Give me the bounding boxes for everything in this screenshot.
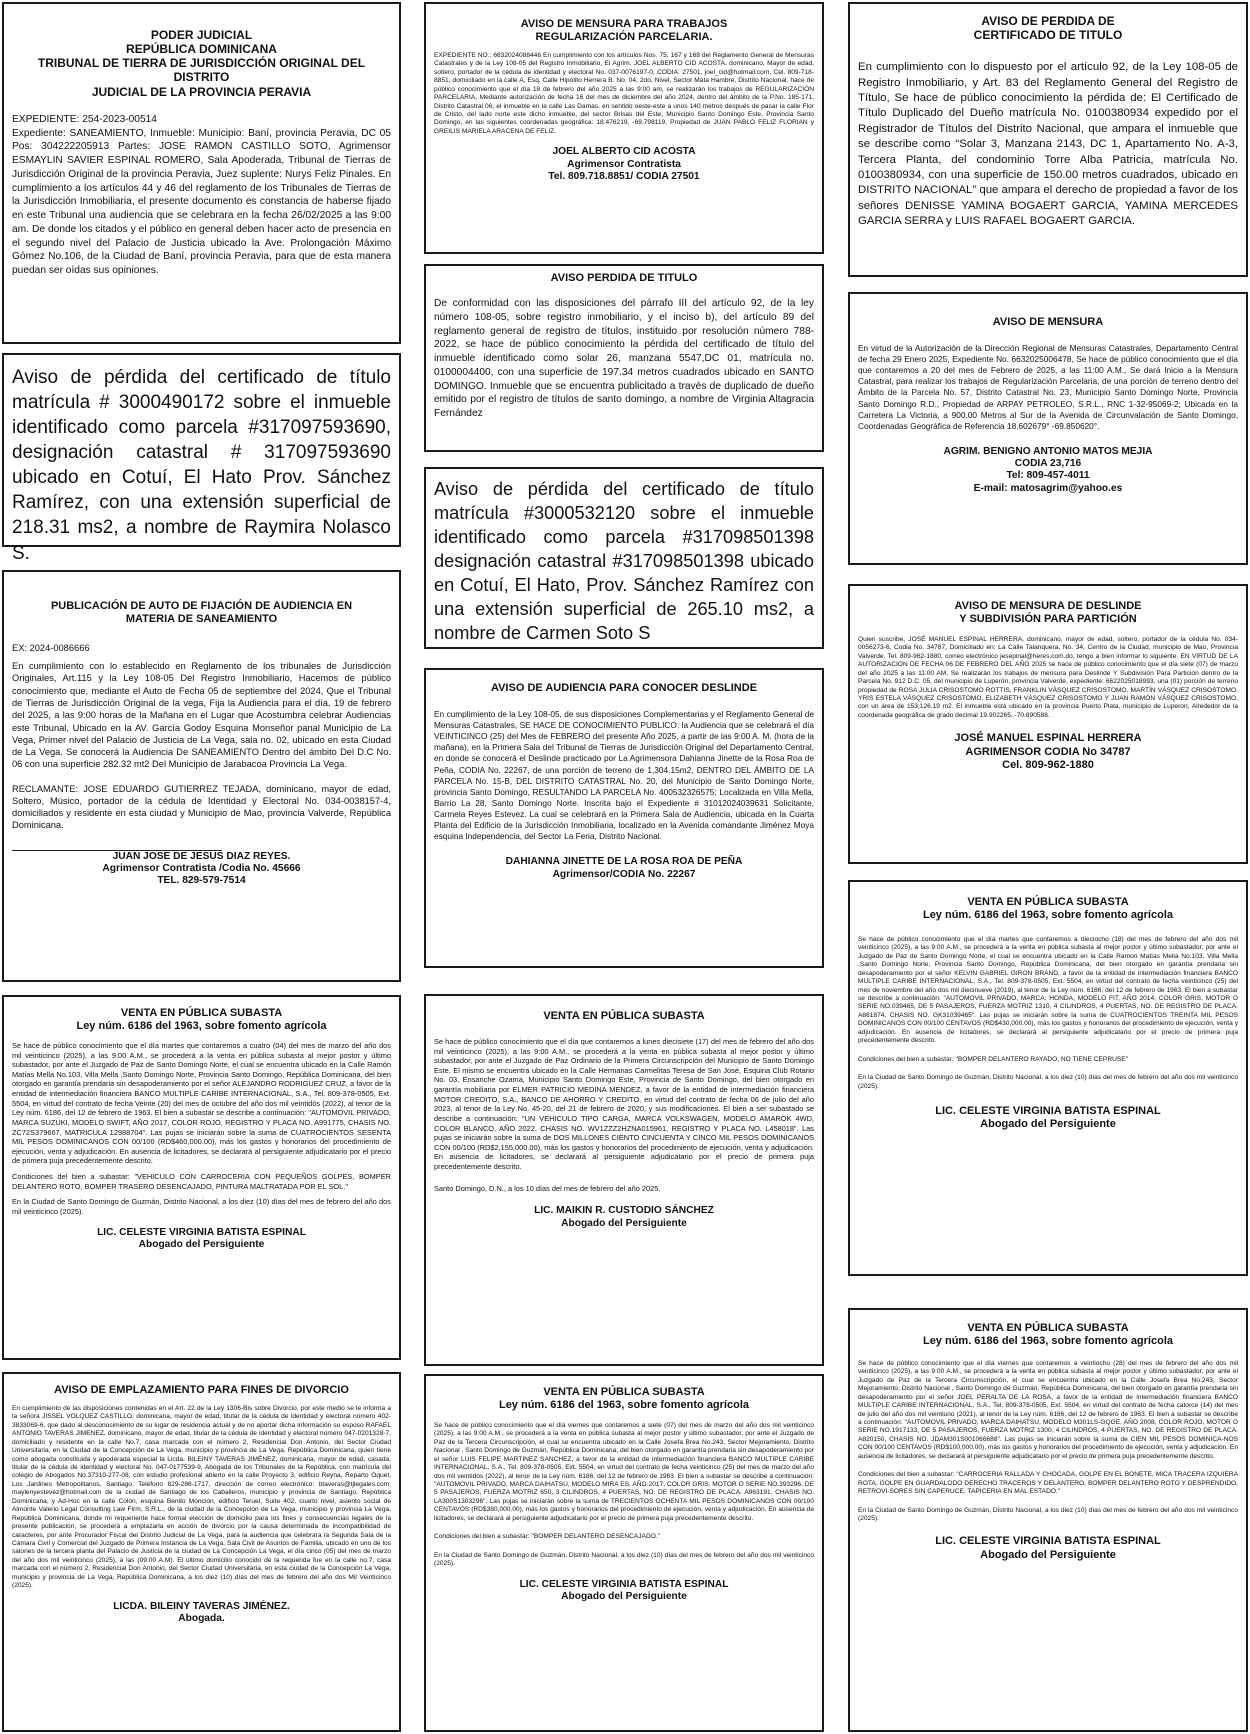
signature-title: Abogado del Persiguiente xyxy=(980,1118,1116,1131)
condiciones-text: Condiciones del bien a subastar: "CARROCERIA RALLADA Y CHOCADA, GOLPE EN EL BONETE, MICA TRACERA IZQUIERA ROTA, GOLPE EN GUARDALODO DERECHO TRACEROS Y DELANTERO, BOMPER DELANTERO ROTO Y DESPRENDIDO, RETROVI-SORES SIN CAPERUCE, TAPICERIA EN MAL ESTADO." xyxy=(858,1471,1238,1496)
notice-title xyxy=(12,600,391,626)
notice-subasta-daihatsu2 xyxy=(848,1308,1248,1732)
signature-title: Abogado del Persiguiente xyxy=(561,1217,687,1229)
notice-mensura-trabajos xyxy=(424,2,824,254)
title-line: AVISO DE MENSURA PARA TRABAJOS xyxy=(520,18,728,30)
notice-divorcio xyxy=(2,1372,401,1732)
fecha-text: En la Ciudad de Santo Domingo de Guzmán, Distrito Nacional, a los diez (10) días del mes de febrero del año dos mil veinticinco (2025). xyxy=(858,1074,1238,1090)
signature-title: Abogado del Persiguiente xyxy=(980,1548,1116,1561)
notice-body xyxy=(434,1422,814,1569)
signature-title: Agrimensor Contratista /Codia No. 45666 xyxy=(102,862,301,874)
notice-text: En cumplimiento de la Ley 108-05, de sus disposiciones Complementarias y el Reglamento General de Mensuras Catastrales, SE HACE DE CONOCIMIENTO PUBLICO: la Audiencia que se celebrará el día VEINTICINCO (25) del Mes de FEBRERO del presente Año 2025, a partir de las 9:00 A. M. (hora de la mañana), en la Primera Sala del Tribunal de Tierras de Jurisdicción Original del Departamento Central, en donde se conocerá el Deslinde practicado por La Agrimensora Dahianna Jinette de la Rosa Roa de Peña, CODIA No. 22267, de una porción de terreno de 1,304.15m2, DENTRO DEL ÁMBITO DE LA PARCELA No. 15-B, DEL DISTRITO CATASTRAL No. 20, del Municipio de Santo Domingo Norte, provincia Santo Domingo, RESULTANDO LA PARCELA No. 400532326575; Localizada en Villa Mella, Barrio La 28, Santo Domingo Norte. Inscrita bajo el Expediente # 31012024039631 Solicitante, Carmela Reyes Estevez. La cual se celebrará en la Primera Sala de Audiencia, ubicada en la Cuarta Planta del Edificio de la Jurisdicción Inmobiliaria, localizado en la Avenida comandante Jiménez Moya esquina Independencia, del Sector La Feria, Distrito Nacional. xyxy=(434,708,814,842)
notice-body xyxy=(12,1041,391,1217)
signature-name: DAHIANNA JINETTE DE LA ROSA ROA DE PEÑA xyxy=(505,856,743,868)
signature-title: Abogada. xyxy=(178,1612,225,1624)
title-line: REPÚBLICA DOMINICANA xyxy=(126,42,277,57)
signature-title: AGRIMENSOR CODIA No 34787 xyxy=(965,745,1131,758)
signature-block xyxy=(434,1579,814,1603)
title-line: Ley núm. 6186 del 1963, sobre fomento agrícola xyxy=(922,1334,1174,1347)
notice-perdida-certificado xyxy=(848,2,1248,277)
signature-block xyxy=(12,850,391,888)
notice-title: AVISO PERDIDA DE TITULO xyxy=(550,272,698,284)
notice-text: En cumplimiento de las disposiciones contenidas en el Art. 22 de la Ley 1306-Bis sobre Divorcio, por este medio se le informa a la señora JISSEL VOLQUEZ CASTILLO, dominicana, mayor de edad, titular de la cédula de identidad y electoral número 402-3833069-6, que dado al desconocimiento de su lugar de residencia actual y de no aportar dicha información su esposo RAFAEL ANTONIO TAVERAS JIMENEZ, dominicano, mayor de edad, titular de la cédula de identidad y electoral número 047-0201328-7, domiciliado y residente en la calle No.7, casa marcada con el número 2, Residencial Don Antonio, del Sector Ciudad Universitaria, en la Ciudad de la Concepción de La Vega, municipio y provincia de La Vega, República Dominicana, quien tiene como abogada constituida y apoderada especial la Licda. BILEINY TAVERAS JIMÉNEZ, dominicana, mayor de edad, casada, titular de la cédula de identidad y electoral No. 047-0177539-9, Abogada de los Tribunales de la República, con matrícula del colegio de Abogados No.37310-277-08, con estudio profesional abierto en la calle Proyecto 3, edificio Reyna, Reparto Oquet, Los Jardines Metropolitanos, Santiago. Teléfono 829-286-1717, dirección de correo electrónico: btaveras@tjlegales.com, maylenyestevez@hotmail.com de la ciudad de Santiago de los Caballeros, municipio y provincia de Santiago, República Dominicana, y Ad-Hoc en la calle Colón, esquina Benito Monción, edificio Teruel, Suite 402, cuarto nivel, asiento social de Almonte Valerio Legal Consulting Law Firm, S.R.L., de la ciudad de la Concepción de La Vega, municipio y provincia La Vega, República Dominicana, donde mi requeriente hace formal elección de domicilio para los fines y consecuencias legales de la presente publicación, se procederá a emplazarla en acción de divorcio por la causa determinada de incompatibilidad de caracteres, por ante Procurador Fiscal del Distrito Judicial de La Vega, para la audiencia que celebrara la Segunda Sala de la Cámara Civil y Comercial del Juzgado de Primera Instancia de La Vega, Sala Civil de Asuntos de Familia, ubicado en uno de los salones de la tercera planta del Palacio de Justicia de la ciudad de La Concepción La Vega, el día cinco (05) del mes de marzo del año dos mil veinticinco (2025), a las (09:00 A.M). El último domicilio conocido de la requerida fue en la calle no.7, casa marcada con el número 2, Residencial Don Antonio, del Sector Ciudad Universitaria, en esta ciudad de la Concepción La Vega, municipio y provincia de La Vega, República Dominicana, a los diez (10) días del mes de febrero del año dos Mil Veinticinco (2025). xyxy=(12,1404,391,1590)
notice-text: Se hace de público conocimiento que el día martes que contaremos a dieciocho (18) del mes de febrero del año dos mil veinticinco (2025), a las 9:00 A.M., se procederá a la venta en pública subasta al mejor postor y último subastador, por ante el Juzgado de Paz de Santo Domingo Norte, el cual se encuentra ubicado en la Calle Ramon Matías Mella No.103, Villa Mella ,Santo Domingo Norte, Provincia Santo Domingo, República Dominicana, del bien otorgado en garantía prendaria sin desapoderamiento por el señor KELVIN GABRIEL GIRON BRAND, a favor de la entidad de intermediación financiera BANCO MULTIPLE CARIBE INTERNACIONAL, S.A., Tel. 809-378-0505, Ext. 5504, en virtud del contrato de fecha veinticinco (25) del mes de noviembre del año dos mil diecinueve (2019), al tenor de la Ley núm. 6186, del 12 de febrero de 1963. El bien a subastar se describe a continuación: "AUTOMOVIL PRIVADO, MARCA: HONDA, MODELO FIT, AÑO 2014, COLOR GRIS, MOTOR O SERIE NO.039465, DE 5 PASAJEROS, FUERZA MOTRIZ 1310, 4 CILINDROS, 4 PUERTAS, NO. DE REGISTRO DE PLACA. A861874, CHASIS NO. GK31039465". Las pujas se iniciarán sobre la suma de CUATROCIENTOS TREINTA MIL PESOS DOMINICANOS CON 00/100 CENTAVOS (RD$430,000.00), más los gastos y honorarios del procedimiento de ejecución, venta y adjudicación. En ausencia de licitadores, se declarará al persiguiente adjudicatario por el precio de primera puja precedentemente descrito. xyxy=(858,935,1238,1045)
signature-title: Agrimensor/CODIA No. 22267 xyxy=(552,868,696,880)
signature-name: LICDA. BILEINY TAVERAS JIMÉNEZ. xyxy=(113,1600,290,1612)
signature-name: LIC. CELESTE VIRGINIA BATISTA ESPINAL xyxy=(97,1226,306,1238)
title-line: VENTA EN PÚBLICA SUBASTA xyxy=(967,896,1129,908)
title-line: CERTIFICADO DE TITULO xyxy=(973,28,1123,43)
signature-name: JUAN JOSE DE JESUS DIAZ REYES. xyxy=(112,850,291,862)
notice-text: En cumplimiento con lo dispuesto por el artículo 92, de la Ley 108-05 de Registro Inmobiliario, y Art. 83 del Reglamento General del Registro de Título, Se hace de público conocimiento la pérdida de: El Certificado de Título Duplicado del Dueño matrícula No. 0100380934 expedido por el Registrador de Títulos del Distrito Nacional, que ampara el inmueble que se describe como “Solar 3, Manzana 2143, DC 1, Apartamento No. A-3, Tercera Planta, del condominio Torre Alba Patricia, matrícula No. 0100380934, con una superficie de 150.00 metros cuadrados, ubicado en DISTRITO NACIONAL” que ampara el derecho de propiedad a favor de los señores DENISSE YAMINA BOGAERT GARCIA, YAMINA MERCEDES GARCIA SERRA y LUIS RAFAEL BOGAERT GARCIA. xyxy=(858,61,1238,228)
notice-text: En virtud de la Autorización de la Dirección Regional de Mensuras Catastrales, Departamento Central de fecha 29 Enero 2025, Expediente No. 6632025006478, Se hace de público conocimiento que el día que contaremos a 20 del mes de Febrero de 2025, a las 11:00 A.M., Se dará Inicio a la Mensura Catastral, para realizar los trabajos de Regularización Parcelaria, de una porción de terreno dentro del Ámbito de la Parcela No. 57, Distrito Catastral No. 23, Municipio Santo Domingo Norte, Provincia Santo Domingo R.D., Propiedad de ARPAY PETROLEO, S.R.L., RNC 1-32-95069-2; Ubicada en la Carretera La Victoria, a 900.00 Metros al Sur de la Avenida de Circunvalación de Santo Domingo, Coordenadas Geográfica de Referencia 18.602679° -69.850620°. xyxy=(858,342,1238,431)
signature-email: E-mail: matosagrim@yahoo.es xyxy=(973,482,1123,494)
fecha-text: En la Ciudad de Santo Domingo de Guzmán, Distrito Nacional, a los diez (10) días del mes de febrero del año dos mil veinticinco (2025). xyxy=(858,1506,1238,1522)
notice-judicial-peravia xyxy=(2,2,401,344)
signature-name: LIC. MAIKIN R. CUSTODIO SÁNCHEZ xyxy=(534,1205,714,1217)
signature-block xyxy=(858,732,1238,772)
notice-mensura xyxy=(848,292,1248,565)
notice-subasta-daihatsu xyxy=(424,1374,824,1732)
notice-body xyxy=(858,936,1238,1091)
signature-title: Agrimensor Contratista xyxy=(567,158,681,170)
notice-title xyxy=(858,600,1238,626)
signature-phone: Cel. 809-962-1880 xyxy=(1002,758,1094,771)
notice-subasta-volkswagen xyxy=(424,994,824,1366)
notice-subasta-suzuki xyxy=(2,995,401,1360)
notice-title xyxy=(12,1007,391,1033)
notice-perdida-raymira xyxy=(2,353,401,564)
notice-deslinde-particion xyxy=(848,584,1248,864)
notice-title xyxy=(858,14,1238,42)
fecha-text: En la Ciudad de Santo Domingo de Guzmán, Distrito Nacional, a los diez (10) días del mes de febrero del año dos mil veinticinco (2025). xyxy=(434,1551,814,1568)
title-line: Ley núm. 6186 del 1963, sobre fomento agrícola xyxy=(922,908,1174,921)
title-line: Ley núm. 6186 del 1963, sobre fomento agrícola xyxy=(498,1398,750,1411)
signature-phone: Tel: 809-457-4011 xyxy=(1006,470,1090,482)
title-line: PUBLICACIÓN DE AUTO DE FIJACIÓN DE AUDIENCIA EN xyxy=(50,600,353,612)
title-line: VENTA EN PÚBLICA SUBASTA xyxy=(967,1322,1129,1334)
title-line: AVISO DE PERDIDA DE xyxy=(981,14,1115,28)
signature-block xyxy=(12,1601,391,1625)
title-line: VENTA EN PÚBLICA SUBASTA xyxy=(543,1386,705,1398)
signature-title: Abogado del Persiguiente xyxy=(138,1238,265,1250)
notice-title: VENTA EN PÚBLICA SUBASTA xyxy=(543,1010,705,1022)
signature-title: Abogado del Persiguiente xyxy=(561,1590,687,1602)
notice-subasta-honda xyxy=(848,880,1248,1276)
condiciones-text: Condiciones del bien a subastar: "VEHICULO CON CARROCERIA CON PEQUEÑOS GOLPES, BOMPER DELANTERO ROTO, BOMPER TRASERO DESENCAJADO, PINTURA MALTRATADA POR EL SOL." xyxy=(12,1172,391,1191)
signature-name: LIC. CELESTE VIRGINIA BATISTA ESPINAL xyxy=(519,1578,729,1590)
notice-text: Se hace de público conocimiento que el día viernes que contaremos a veintiocho (28) del mes de febrero del año dos mil veinticinco (2025), a las 9:00 A.M., se procederá a la venta en pública subasta al mejor postor y último subastador, por ante el Juzgado de Paz de la Tercera Circunscripción, el cual se encuentra ubicado en la Calle Josefa Brea No.243, Sector Mejoramiento, Distrito Nacional , Santo Domingo de Guzmán, República Dominicana, del bien otorgado en garantía prendaria sin desapoderamiento por el señor JOEL PERALTA DE LA ROSA, a favor de la entidad de intermediación financiera BANCO MULTIPLE CARIBE INTERNACIONAL, S.A., Tel. 809-378-0505, Ext. 5504, en virtud del contrato de fecha catorce (14) del mes de julio del año dos mil veintiuno (2021), al tenor de la Ley núm. 6186, del 12 de febrero de 1963. El bien a subastar se describe a continuación: "AUTOMOVIL PRIVADO, MARCA DAIHATSU, MODELO M301LS-GQGE, AÑO 2008, COLOR ROJO, MOTOR O SERIE NO.1917133, DE 5 PASAJEROS, FUERZA MOTRIZ 1300, 4 CILINDROS, 4 PUERTAS, NO. DE REGISTRO DE PLACA. A820150, CHASIS NO. JDAM301S001066688". Las pujas se iniciarán sobre la suma de CIEN MIL PESOS DOMINICA-NOS CON 00/100 CENTAVOS (RD$100,000.00), más los gastos y honorarios del procedimiento de ejecución, venta y adjudicación. En ausencia de licitadores, se declarará al persiguiente adjudicatario por el precio de primera puja precedentemente descrito. xyxy=(858,1359,1238,1460)
signature-block xyxy=(434,146,814,183)
reclamante-text: RECLAMANTE: JOSE EDUARDO GUTIERREZ TEJADA, dominicano, mayor de edad, Soltero, Músico, portador de la cédula de Identidad y Electoral No. 034-0038157-4, domiciliados y residente en esta ciudad y Municipio de Mao, provincia Valverde, República Dominicana. xyxy=(12,783,391,831)
notice-body xyxy=(12,113,391,278)
title-line: REGULARIZACIÓN PARCELARIA. xyxy=(535,30,713,43)
notice-text: Aviso de pérdida del certificado de título matrícula #3000532120 sobre el inmueble identificado como parcela #317098501398 designación catastral #317098501398 ubicado en Cotuí, El Hato, Prov. Sánchez Ramírez con una extensión superficial de 265.10 ms2, a nombre de Carmen Soto S xyxy=(434,479,814,644)
notice-title xyxy=(12,28,391,99)
notice-text: Se hace de público conocimiento que el día que contaremos a lunes diecisiete (17) del mes de febrero del año dos mil veinticinco (2025), a las 9:00 A.M., se procederá a la venta en pública subasta al mejor postor y último subastador, por ante el Juzgado de Paz Ordinario de la Primera Circunscripción del Municipio de Santo Domingo Este. El mismo se encuentra ubicado en la Calle Hermanas Carmelitas Teresa de San José, Esquina Club Rotario No. 03, Ensanche Ozama, Municipio Santo Domingo Este, Provincia de Santo Domingo, del bien otorgado en garantía mobiliaria por ELMER PATRICIO MEDINA MENDEZ, a favor de la entidad de intermediación financiera MOTOR CREDITO, S.A., BANCO DE AHORRO Y CREDITO, en virtud del contrato de fecha 06 de julio del año 2023, al tenor de la Ley No. 45-20, del 21 de febrero de 2020, y sus modificaciones. El bien a ser subastado se describe a continuación: "UN VEHICULO TIPO CARGA, MARCA VOLKSWAGEN, MODELO AMAROK 4WD, COLOR BLANCO, AÑO 2022, CHASIS NO. WV1ZZZ2HZNA015961, REGISTRO Y PLACA NO. L458018". Las pujas se iniciarán sobre la suma de DOS MILLONES CIENTO CINCUENTA Y CINCO MIL PESOS DOMINICANOS CON 00/100 (RD$2,155,000.00), más los gastos y honorarios del procedimiento de ejecución, venta y adjudicación. En ausencia de licitadores, se declarará al persiguiente adjudicatario por el precio de primera puja precedentemente descrito. xyxy=(434,1036,814,1172)
fecha-text: En la Ciudad de Santo Domingo de Guzmán, Distrito Nacional, a los diez (10) días del mes de febrero del año dos mil veinticinco (2025). xyxy=(12,1197,391,1216)
signature-name: LIC. CELESTE VIRGINIA BATISTA ESPINAL xyxy=(935,1535,1161,1548)
notice-body xyxy=(12,642,391,832)
signature-phone: TEL. 829-579-7514 xyxy=(157,875,246,887)
signature-block xyxy=(12,1227,391,1251)
signature-block xyxy=(434,856,814,880)
notice-title: AVISO DE EMPLAZAMIENTO PARA FINES DE DIVORCIO xyxy=(54,1384,349,1396)
title-line: Y SUBDIVISIÓN PARA PARTICIÓN xyxy=(959,612,1137,625)
fecha-text: Santo Domingo, D.N., a los 10 días del mes de febrero del año 2025. xyxy=(434,1183,661,1193)
notice-perdida-carmen xyxy=(424,467,824,649)
expediente-label: EXPEDIENTE: 254-2023-00514 xyxy=(12,113,157,125)
title-line: JUDICIAL DE LA PROVINCIA PERAVIA xyxy=(91,84,312,99)
notice-text: En cumplimiento con lo establecido en Reglamento de los tribunales de Jurisdicción Originales, Art.115 y la Ley 108-05 Del Registro Inmobiliario, Hacemos de público conocimiento que, mediante el Auto de Fecha 05 de septiembre del 2024, Que el Tribunal de Tierras de Jurisdicción Original de la vega, Fija la Audiencia para el día, 19 de febrero del 2025, a las 9:00 horas de la Mañana en el Lugar que Acostumbra celebrar Audiencias este Tribunal, Ubicado en la AV. García Godoy Esquina Monseñor panal Municipio de La Vega, Primer nivel del Palacio de Justicia de La Vega, sala no. 02, ubicado en esta Ciudad de La Vega. Se conocerá la Audiencia De SANEAMIENTO Dentro del ámbito Del D.C No. 06 con una superficie 282.32 mt2 Del Municipio de Jarabacoa Provincia La Vega. xyxy=(12,661,391,770)
signature-name: LIC. CELESTE VIRGINIA BATISTA ESPINAL xyxy=(935,1104,1161,1117)
signature-block xyxy=(858,446,1238,495)
signature-block xyxy=(858,1105,1238,1131)
notice-audiencia-deslinde xyxy=(424,668,824,968)
notice-title xyxy=(858,1322,1238,1348)
title-line: MATERIA DE SANEAMIENTO xyxy=(125,612,278,625)
notice-text: Quien suscribe, JOSÉ MANUEL ESPINAL HERRERA, dominicano, mayor de edad, soltero, portador de la cédula No. 034-0056273-6, Codia No. 34787, Domiciliado en: La Calle Talanquera, No. 34, Centro de la Ciudad, municipio de Mao, Provincia Valverde. Tel. 809-962-1880, correo electrónico jesepinal@heres.com.do, tengo a bien informar lo siguiente. EN VIRTUD DE LA AUTORIZACION DE FECHA 06 DE FEBRERO DEL AÑO 2025 se hace de público conocimiento que el día siete (07) de marzo del año 2025 a las 11:00 AM. Se realizarán los trabajos de mensura para Deslinde Y Subdivisión Para Partición dentro de la Parcela No. 912 D.C. 05, del municipio de Luperón, provincia Valverde, expediente: 6622025018993, una (01) porción de terreno propiedad de ROSA JULIA CRISOSTOMO ROTTIS, FRANKLIN VÁSQUEZ CRISOSTOMO, MARTÍN VÁSQUEZ CRISOSTOMO, YRIS ESTELA VÁSQUEZ CRISOSTOMO, ELIZABETH VÁSQUEZ CRISOSTOMO Y JUAN RAMÓN VÁSQUEZ CRISOSTOMO, con un área de 153,126.19 m2. El inmueble está ubicado en la provincia Puerto Plata, municipio de Luperon, Alrededor de la coordenada geográfica de grado decimal 19.902265, -70.890588. xyxy=(858,635,1238,719)
signature-block xyxy=(858,1535,1238,1561)
notice-title xyxy=(858,896,1238,922)
title-line: Ley núm. 6186 del 1963, sobre fomento agrícola xyxy=(76,1019,327,1032)
signature-phone: Tel. 809.718.8851/ CODIA 27501 xyxy=(548,170,700,182)
notice-text: Aviso de pérdida del certificado de título matrícula # 3000490172 sobre el inmueble identificado como parcela #317097593690, designación catastral # 317097593690 ubicado en Cotuí, El Hato Prov. Sánchez Ramírez, con una extensión superficial de 218.31 ms2, a nombre de Raymira Nolasco S. xyxy=(12,367,391,564)
notice-text: Expediente: SANEAMIENTO, Inmueble: Municipio: Baní, provincia Peravia, DC 05 Pos: 304222205913 Partes: JOSE RAMON CASTILLO SOTO, Agrimensor ESMAYLIN SAVIER ESPINAL ROMERO, Sala Apoderada, Tribunal de Tierras de Jurisdicción Original de la provincia Peravia, Juez suplente: Nurys Feliz Pinales. En cumplimiento a los artículos 44 y 46 del reglamento de los Tribunales de Tierras de la Jurisdicción Inmobiliaria, el presente documento es constancia de haberse fijado en este Tribunal una audiencia que se celebrara en la fecha 26/02/2025 a las 9:00 am. De donde los citados y el público en general deben hacer acto de presencia en el segundo nivel del Palacio de Justicia ubicado la Ave. Prolongación Máximo Gómez No.106, de la Ciudad de Baní, provincia Peravia, para que de esta manera puedan ser oídas sus opiniones. xyxy=(12,127,391,277)
notice-text: Se hace de público conocimiento que el día martes que contaremos a cuatro (04) del mes de marzo del año dos mil veinticinco (2025), a las 9:00 A.M., se procederá a la venta en pública subasta al mejor postor y último subastador, por ante el Juzgado de Paz de Santo Domingo Norte, el cual se encuentra ubicado en la Calle Ramón Matías Mella No.103, Villa Mella ,Santo Domingo Norte, Provincia Santo Domingo, República Dominicana, del bien otorgado en garantía prendaria sin desapoderamiento por el señor ALEJANDRO RODRIGUEZ CRUZ, a favor de la entidad de intermediación financiera BANCO MULTIPLE CARIBE INTERNACIONAL, S.A., Tel. 809-378-0505, Ext. 5504, en virtud del contrato de fecha Veinte (20) del mes de octubre del año dos mil veintidós (2022), al tenor de la Ley núm. 6186, del 12 de febrero de 1963. El bien a subastar se describe a continuación: "AUTOMOVIL PRIVADO, MARCA SUZUKI, MODELO SWIFT, AÑO 2017, COLOR ROJO, REGISTRO Y PLACA NO. A991775, CHASIS NO. ZC72S379667, MATRICULA 12988704". Las pujas se iniciarán sobre la suma de CUATROCIENTOS SESENTA MIL PESOS DOMINICANOS CON 00/100 (RD$460,000.00), más los gastos y honorarios del procedimiento de ejecución, venta y adjudicación. En ausencia de licitadores, se declarará al persiguiente adjudicatario por el precio de primera puja precedentemente descrito. xyxy=(12,1040,391,1166)
signature-block xyxy=(434,1205,814,1229)
signature-name: JOEL ALBERTO CID ACOSTA xyxy=(552,146,696,158)
notice-body xyxy=(858,1360,1238,1523)
notice-text: Se hace de público conocimiento que el día viernes que contaremos a siete (07) del mes de marzo del año dos mil veinticinco (2025), a las 9:00 A.M., se procederá a la venta en pública subasta al mejor postor y último subastador, por ante el Juzgado de Paz de la Tercera Circunscripción, el cual se encuentra ubicado en la Calle Josefa Brea No.243, Sector Mejoramiento, Distrito Nacional , Santo Domingo de Guzmán, República Dominicana, del bien otorgado en garantía prendaria sin desapoderamiento por el señor LUIS FELIPE MARTINEZ SANCHEZ, a favor de la entidad de intermediación financiera BANCO MULTIPLE CARIBE INTERNACIONAL, S.A., Tel. 809-378-0505, Ext. 5504, en virtud del contrato de fecha veinticinco (25) del mes de marzo del año dos mil veintidós (2022), al tenor de la Ley núm. 6186, del 12 de febrero de 1963. El bien a subastar se describe a continuación: "AUTOMOVIL PRIVADO, MARCA DAIHATSU, MODELO MIRA ES, AÑO 2017, COLOR GRIS, MOTOR O SERIE NO.393296, DE 5 PASAJEROS, FUERZA MOTRIZ 650, 3 CILINDROS, 4 PUERTAS, NO. DE REGISTRO DE PLACA. A963191, CHASIS NO. LA300S1303296". Las pujas se iniciarán sobre la suma de TRECIENTOS OCHENTA MIL PESOS DOMINICANOS CON 00/100 CENTAVOS (RD$380,000.00), más los gastos y honorarios del procedimiento de ejecución, venta y adjudicación. En ausencia de licitadores, se declarará al persiguiente adjudicatario por el precio de primera puja precedentemente descrito. xyxy=(434,1421,814,1522)
title-line: TRIBUNAL DE TIERRA DE JURISDICCIÓN ORIGINAL DEL DISTRITO xyxy=(37,56,366,85)
notice-title xyxy=(434,18,814,44)
notice-title: AVISO DE MENSURA xyxy=(992,316,1104,328)
condiciones-text: Condiciones del bien a subastar: "BOMPER DELANTERO RAYADO, NO TIENE CEPRUSE" xyxy=(858,1055,1128,1063)
expediente-label: EX: 2024-0086666 xyxy=(12,642,90,653)
notice-perdida-titulo xyxy=(424,264,824,452)
signature-name: JOSÉ MANUEL ESPINAL HERRERA xyxy=(954,732,1142,745)
signature-title: CODIA 23,716 xyxy=(1014,458,1082,470)
notice-title: AVISO DE AUDIENCIA PARA CONOCER DESLINDE xyxy=(490,682,758,694)
notice-title xyxy=(434,1386,814,1412)
condiciones-text: Condiciones del bien a subastar: "BOMPER DELANTERO DESENCAJADO." xyxy=(434,1533,661,1541)
notice-text: De conformidad con las disposiciones del párrafo III del artículo 92, de la ley número 108-05, sobre registro inmobiliario, y el inciso b), del artículo 89 del reglamento general de registro de títulos, instituido por resolución número 788-2022, se hace de público conocimiento la pérdida del certificado de título del inmueble identificado como solar 26, manzana 5547,DC 01, matrícula no. 0100004400, con una superficie de 197.34 metros cuadrados ubicado en SANTO DOMINGO. Inmueble que se encuentra publicitado a través de duplicado de dueño emitido por el registro de títulos de santo domingo, a nombre de Virginia Altagracia Fernández xyxy=(434,297,814,420)
notice-auto-fijacion xyxy=(2,570,401,982)
title-line: PODER JUDICIAL xyxy=(150,28,253,42)
title-line: VENTA EN PÚBLICA SUBASTA xyxy=(120,1007,283,1019)
notice-body xyxy=(434,1037,814,1193)
title-line: AVISO DE MENSURA DE DESLINDE xyxy=(954,600,1142,612)
notice-text: EXPEDIENTE NO.: 6632024088446 En cumplimiento con los artículos Nos. 75, 167 y 168 del Reglamento General de Mensuras Catastrales y de la Ley 108-05 del Registro Inmobiliario, El Agrim. JOEL ALBERTO CID ACOSTA, dominicano, Mayor de edad, soltero, portador de la cédula de identidad y electoral No. 037-0076197-0, CODIA: 27501, joel_cid@hotmail.com, Cel. 809-718-8851, domiciliado en la calle A, Esq. Calle Hipólito Herrera B. No. 04, 2do. Nivel, Sector Mata Hambre, Distrito Nacional, hace de público conocimiento que el día 18 de febrero del año 2025 a las 9:00 am, se realizarán los trabajos de REGULARIZACIÓN PARCELARIA, Mediante autorización de fecha 16 del mes de diciembre del año 2024, dentro del ámbito de la P.No. 185-171, Distrito Catastral 06, el inmueble en la calle Las Damas, en sentido oeste-este a unos 140 metros después de pasar la calle Flor de Cristo, del lado norte este dicho inmueble, del sector Brisas del Este, Municipio Santo Domingo Este, Provincia Santo Domingo, en las siguientes coordenadas geográfica: 18.476219, -69.798119, Propiedad de JUAN PABLO FELIZ FLORIAN y GREILIS MARIELA ARACENA DE FELIZ. xyxy=(434,51,814,135)
signature-name: AGRIM. BENIGNO ANTONIO MATOS MEJIA xyxy=(943,445,1153,457)
